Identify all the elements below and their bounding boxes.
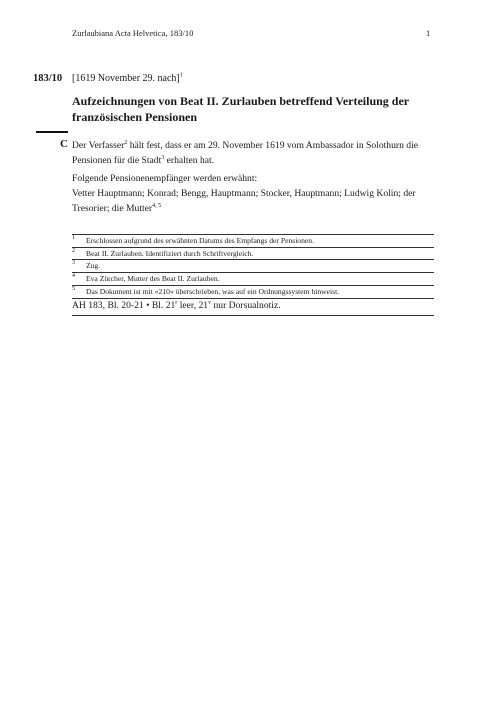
recipients-paragraph [72, 171, 434, 216]
footnote-ref-1[interactable]: 1 [179, 72, 183, 79]
footnote-item [72, 234, 434, 247]
source-text-c: nur Dorsualnotiz. [211, 300, 281, 311]
footnote-text: Beat II. Zurlauben. Identifiziert durch Schriftvergleich. [86, 248, 254, 258]
date-text: [1619 November 29. nach] [72, 73, 180, 84]
page-number: 1 [426, 28, 431, 38]
source-reference [72, 298, 434, 316]
running-head: Zurlaubiana Acta Helvetica, 183/10 [72, 28, 194, 38]
summary-text-a: Der Verfasser [72, 140, 125, 151]
recipients-list: Vetter Hauptmann; Konrad; Bengg, Hauptmann; Stocker, Hauptmann; Ludwig Kolin; der Tresorier; die Mutter [72, 188, 416, 214]
footnote-number: 1 [72, 235, 75, 241]
source-text-b: leer, 21 [177, 300, 209, 311]
summary-text-b: hält fest, dass er am 29. November 1619 vom Ambassador in Solothurn die Pensionen für die Stadt [72, 140, 418, 166]
summary-paragraph [72, 138, 434, 168]
document-number: 183/10 [33, 73, 63, 84]
summary-text-c: erhalten hat. [164, 155, 215, 166]
footnote-number: 2 [72, 247, 75, 254]
footnote-item [72, 259, 434, 272]
footnote-ref-2[interactable]: 2 [124, 139, 128, 146]
footnote-item [72, 285, 434, 299]
footnote-text: Erschlossen aufgrund des erwähnten Datums des Empfangs der Pensionen. [86, 236, 314, 245]
recipients-intro: Folgende Pensionenempfänger werden erwähnt: [72, 173, 258, 184]
footnote-ref-3[interactable]: 3 [161, 154, 165, 161]
footnote-ref-4-5[interactable]: 4, 5 [152, 202, 162, 209]
document-date [72, 73, 183, 84]
footnote-text: Eva Zürcher, Mutter des Beat II. Zurlauben. [86, 274, 220, 284]
footnote-text: Zug. [86, 261, 101, 271]
source-text-a: AH 183, Bl. 20-21 • Bl. 21 [72, 300, 176, 311]
footnote-number: 3 [72, 260, 75, 267]
footnote-text: Das Dokument ist mit «210» überschrieben, was auf ein Ordnungssystem hinweist. [86, 286, 340, 296]
document-title: Aufzeichnungen von Beat II. Zurlauben betreffend Verteilung der französischen Pensionen [72, 94, 409, 124]
footnote-number: 4 [72, 273, 75, 280]
footnote-number: 5 [72, 285, 75, 292]
footnote-item [72, 247, 434, 260]
footnote-item [72, 272, 434, 285]
source-sup-verso: v [208, 299, 212, 306]
footnotes [72, 234, 434, 299]
document-siglum: C [60, 138, 68, 150]
source-sup-recto: r [175, 299, 178, 306]
title-divider [36, 131, 68, 133]
